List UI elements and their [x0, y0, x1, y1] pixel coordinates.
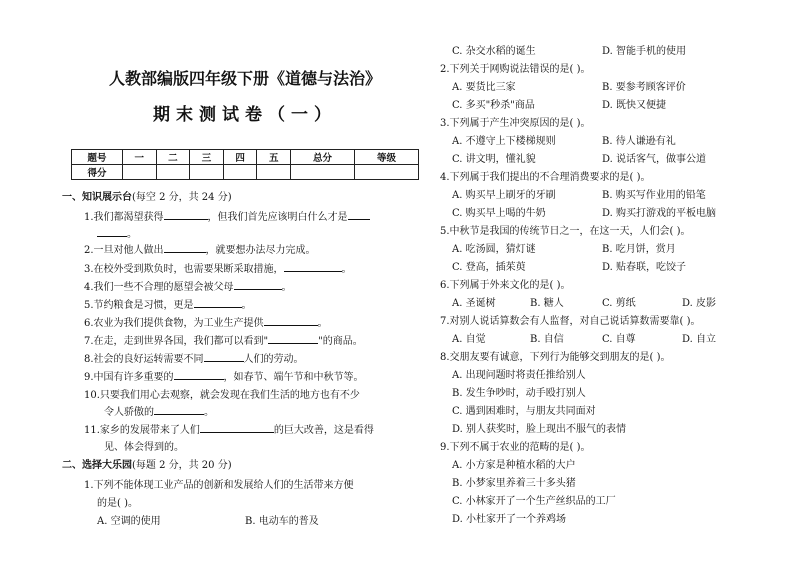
- answer-blank[interactable]: [234, 279, 282, 290]
- question-text: 。: [204, 407, 214, 418]
- choice-option-c[interactable]: C. 购买早上喝的牛奶: [452, 208, 546, 219]
- score-cell[interactable]: [355, 165, 419, 180]
- question-text: 10.只要我们用心去观察，就会发现在我们生活的地方也有不少: [84, 390, 360, 401]
- question-text: 的是( )。: [97, 498, 138, 509]
- choice-option-a[interactable]: A. 空调的使用: [97, 516, 161, 527]
- exam-title: 人教部编版四年级下册《道德与法治》: [108, 69, 381, 88]
- choice-question-1-cont: [97, 494, 138, 509]
- choice-option-d[interactable]: D. 购买打游戏的平板电脑: [602, 208, 717, 219]
- question-text: 。: [341, 264, 352, 275]
- question-text: ，如春节、端午节和中秋节等。: [223, 372, 364, 383]
- section1-note: (每空 2 分，共 24 分): [132, 192, 232, 203]
- choice-option-d[interactable]: D. 智能手机的使用: [602, 46, 687, 57]
- choice-option-d[interactable]: D. 小杜家开了一个养鸡场: [452, 514, 567, 525]
- score-header-cell: 二: [156, 150, 190, 165]
- score-row-label: 得分: [72, 165, 123, 180]
- question-text: ，就要想办法尽力完成。: [205, 245, 316, 256]
- score-cell[interactable]: [123, 165, 157, 180]
- choice-question-7: 7.对别人说话算数会有人监督，对自己说话算数需要靠( )。: [440, 316, 701, 327]
- choice-option-a[interactable]: A. 出现问题时将责任推给别人: [452, 370, 586, 381]
- choice-question-3: 3.下列属于产生冲突原因的是( )。: [440, 118, 591, 129]
- answer-blank[interactable]: [174, 369, 224, 380]
- choice-option-b[interactable]: B. 购买写作业用的铅笔: [602, 190, 706, 201]
- fill-question-7: [84, 332, 363, 347]
- choice-question-4: 4.下列属于我们提出的不合理消费要求的是( )。: [440, 172, 651, 183]
- score-header-cell: 五: [257, 150, 291, 165]
- score-cell[interactable]: [291, 165, 355, 180]
- fill-question-1-cont: [97, 225, 137, 240]
- choice-question-8: 8.交朋友要有诚意，下列行为能够交到朋友的是( )。: [440, 352, 671, 363]
- question-text: 。: [241, 300, 252, 311]
- choice-option-a[interactable]: A. 自觉: [452, 334, 486, 345]
- fill-question-10: [84, 386, 360, 401]
- choice-option-b[interactable]: B. 糖人: [530, 298, 564, 309]
- choice-option-d[interactable]: D. 别人获奖时，脸上现出不服气的表情: [452, 424, 627, 435]
- score-header-cell: 一: [123, 150, 157, 165]
- question-text: 6.农业为我们提供食物，为工业生产提供: [84, 318, 264, 329]
- score-cell[interactable]: [223, 165, 257, 180]
- choice-option-c[interactable]: C. 剪纸: [602, 298, 636, 309]
- section2-title: 二、选择大乐园: [62, 460, 132, 471]
- exam-subtitle: 期末测试卷（一）: [153, 105, 337, 125]
- question-text: ，但我们首先应该明白什么才是: [207, 212, 348, 223]
- fill-question-4: [84, 278, 292, 293]
- score-table: [71, 149, 419, 180]
- section2-heading: [62, 456, 232, 471]
- answer-blank[interactable]: [194, 297, 242, 308]
- choice-option-c[interactable]: C. 多买"秒杀"商品: [452, 100, 535, 111]
- score-header-cell: 四: [223, 150, 257, 165]
- choice-option-a[interactable]: A. 购买早上刷牙的牙刷: [452, 190, 556, 201]
- section1-title: 一、知识展示台: [62, 192, 132, 203]
- score-header-cell: 三: [190, 150, 224, 165]
- question-text: 2.一旦对他人做出: [84, 245, 164, 256]
- choice-question-6: 6.下列属于外来文化的是( )。: [440, 280, 571, 291]
- question-text: 令人骄傲的: [104, 407, 154, 418]
- question-text: 9.中国有许多重要的: [84, 372, 174, 383]
- fill-question-8: [84, 350, 304, 365]
- answer-blank[interactable]: [200, 422, 274, 433]
- question-text: 。: [317, 318, 328, 329]
- choice-option-a[interactable]: A. 吃汤圆，猜灯谜: [452, 244, 536, 255]
- fill-question-2: [84, 241, 316, 256]
- choice-question-9: 9.下列不属于农业的范畴的是( )。: [440, 442, 591, 453]
- score-header-cell: 等级: [355, 150, 419, 165]
- score-table-header-row: [72, 150, 419, 165]
- score-cell[interactable]: [156, 165, 190, 180]
- choice-option-c[interactable]: C. 讲文明，懂礼貌: [452, 154, 536, 165]
- section1-heading: [62, 188, 232, 203]
- choice-option-a[interactable]: A. 小方家是种植水稻的大户: [452, 460, 576, 471]
- fill-question-1: [84, 208, 370, 223]
- question-text: 1.我们都渴望获得: [84, 212, 164, 223]
- fill-question-6: [84, 314, 328, 329]
- choice-option-b[interactable]: B. 小梦家里养着三十多头猪: [452, 478, 576, 489]
- question-text: "的商品。: [318, 336, 363, 347]
- answer-blank[interactable]: [164, 209, 208, 220]
- question-text: 见、体会得到的。: [104, 442, 184, 453]
- answer-blank[interactable]: [164, 242, 206, 253]
- score-cell[interactable]: [257, 165, 291, 180]
- question-text: 7.在走，走到世界各国，我们都可以看到": [84, 336, 269, 347]
- score-cell[interactable]: [190, 165, 224, 180]
- choice-option-d[interactable]: D. 皮影: [682, 298, 717, 309]
- choice-option-b[interactable]: B. 待人谦逊有礼: [602, 136, 676, 147]
- answer-blank[interactable]: [97, 226, 127, 237]
- choice-option-c[interactable]: C. 自尊: [602, 334, 636, 345]
- answer-blank[interactable]: [284, 261, 342, 272]
- score-table-score-row: [72, 165, 419, 180]
- question-text: 。: [281, 282, 292, 293]
- choice-option-b[interactable]: B. 自信: [530, 334, 564, 345]
- question-text: 11.家乡的发展带来了人们: [84, 425, 200, 436]
- fill-question-9: [84, 368, 364, 383]
- question-text: 8.社会的良好运转需要不同: [84, 354, 204, 365]
- section2-note: (每题 2 分，共 20 分): [132, 460, 232, 471]
- question-text: 1.下列不能体现工业产品的创新和发展给人们的生活带来方便: [84, 480, 354, 491]
- choice-option-c[interactable]: C. 遇到困难时，与朋友共同面对: [452, 406, 596, 417]
- choice-option-c[interactable]: C. 登高，插茱萸: [452, 262, 526, 273]
- choice-option-a[interactable]: A. 圣诞树: [452, 298, 496, 309]
- answer-blank[interactable]: [268, 333, 318, 344]
- answer-blank[interactable]: [264, 315, 318, 326]
- answer-blank[interactable]: [154, 404, 204, 415]
- question-text: 人们的劳动。: [243, 354, 304, 365]
- fill-question-5: [84, 296, 252, 311]
- question-text: 的巨大改善，这是看得: [273, 425, 374, 436]
- answer-blank[interactable]: [348, 209, 370, 220]
- choice-option-d[interactable]: D. 自立: [682, 334, 717, 345]
- choice-question-1: [84, 476, 354, 491]
- choice-option-d[interactable]: D. 贴春联，吃饺子: [602, 262, 687, 273]
- choice-question-5: 5.中秋节是我国的传统节日之一，在这一天，人们会( )。: [440, 226, 691, 237]
- choice-option-b[interactable]: B. 电动车的普及: [245, 516, 319, 527]
- choice-question-2: 2.下列关于网购说法错误的是( )。: [440, 64, 591, 75]
- fill-question-11-cont: [104, 438, 184, 453]
- fill-question-3: [84, 260, 352, 275]
- score-header-cell: 总分: [291, 150, 355, 165]
- choice-option-b[interactable]: B. 发生争吵时，动手殴打别人: [452, 388, 586, 399]
- choice-option-a[interactable]: A. 要货比三家: [452, 82, 516, 93]
- fill-question-10-cont: [104, 403, 214, 418]
- choice-option-a[interactable]: A. 不遵守上下楼梯规则: [452, 136, 556, 147]
- question-text: 4.我们一些不合理的愿望会被父母: [84, 282, 234, 293]
- answer-blank[interactable]: [204, 351, 244, 362]
- score-header-cell: 题号: [72, 150, 123, 165]
- choice-option-b[interactable]: B. 要参考顾客评价: [602, 82, 686, 93]
- question-text: 5.节约粮食是习惯，更是: [84, 300, 194, 311]
- choice-option-c[interactable]: C. 小林家开了一个生产丝织品的工厂: [452, 496, 616, 507]
- choice-option-c[interactable]: C. 杂交水稻的诞生: [452, 46, 536, 57]
- question-text: 。: [127, 229, 137, 240]
- choice-option-b[interactable]: B. 吃月饼，赏月: [602, 244, 676, 255]
- question-text: 3.在校外受到欺负时，也需要果断采取措施，: [84, 264, 284, 275]
- choice-option-d[interactable]: D. 既快又便捷: [602, 100, 667, 111]
- choice-option-d[interactable]: D. 说话客气，做事公道: [602, 154, 707, 165]
- fill-question-11: [84, 421, 374, 436]
